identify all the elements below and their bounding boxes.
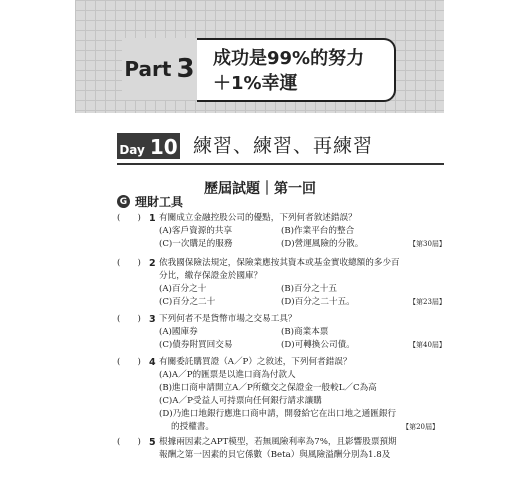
day-badge — [117, 133, 180, 159]
exam-source: 【第30屆】 — [409, 240, 446, 248]
option-c: (C)債券附買回交易 — [159, 340, 233, 350]
question-stem-line1: 根據兩因素之APT模型，若無風險利率為7%，且影響股票預期 — [159, 437, 397, 447]
answer-blank: ( ) — [117, 357, 141, 367]
exam-source: 【第20屆】 — [402, 423, 439, 431]
question-stem: 下列何者不是貨幣市場之交易工具？ — [159, 314, 297, 324]
option-a: (A)A／P的匯票是以進口商為付款人 — [159, 370, 296, 380]
option-d: (D)乃進口地銀行應進口商申請，開發給它在出口地之通匯銀行 — [159, 409, 397, 419]
part-number: 3 — [176, 54, 195, 84]
option-c: (C)一次購足的服務 — [159, 239, 233, 249]
day-title: 練習、練習、再練習 — [193, 135, 374, 157]
part-title — [197, 38, 396, 102]
option-a: (A)國庫券 — [159, 327, 198, 337]
question-stem: 有關成立金融控股公司的優點，下列何者敘述錯誤？ — [159, 213, 357, 223]
question-number: 3 — [149, 314, 156, 325]
answer-blank: ( ) — [117, 213, 141, 223]
option-b: (B)商業本票 — [281, 327, 329, 337]
question-number: 1 — [149, 213, 156, 224]
divider — [117, 163, 444, 165]
exam-source: 【第40屆】 — [409, 341, 446, 349]
answer-blank: ( ) — [117, 437, 141, 447]
option-b: (B)作業平台的整合 — [281, 226, 355, 236]
option-b: (B)進口商申請開立A／P所繳交之保證金一般較L／C為高 — [159, 383, 377, 393]
question-stem-line1: 依我國保險法規定，保險業應按其資本或基金實收總額的多少百 — [159, 258, 400, 268]
option-a: (A)百分之十 — [159, 284, 207, 294]
category-g-icon: G — [117, 195, 130, 208]
option-d-continued: 的授權書。 — [171, 422, 214, 432]
question-stem-line2: 報酬之第一因素的貝它係數（Beta）與風險溢酬分別為1.8及 — [159, 450, 391, 460]
option-b: (B)百分之十五 — [281, 284, 337, 294]
question-5 — [117, 436, 447, 462]
question-number: 5 — [149, 437, 156, 448]
question-4 — [117, 356, 447, 434]
section-title: 歷屆試題｜第一回 — [204, 181, 316, 197]
exam-source: 【第23屆】 — [409, 298, 446, 306]
question-3 — [117, 313, 447, 352]
category-heading — [117, 193, 183, 210]
part-title-line2: ＋1%幸運 — [213, 73, 298, 94]
part-title-line1: 成功是99%的努力 — [213, 48, 365, 69]
answer-blank: ( ) — [117, 314, 141, 324]
day-label: Day — [119, 143, 145, 157]
part-badge — [122, 38, 197, 100]
answer-blank: ( ) — [117, 258, 141, 268]
category-label: 理財工具 — [135, 195, 184, 209]
question-number: 2 — [149, 258, 156, 269]
option-d: (D)百分之二十五。 — [281, 297, 355, 307]
part-label: Part — [124, 57, 172, 81]
question-2 — [117, 257, 447, 309]
option-c: (C)A／P受益人可持票向任何銀行請求讓購 — [159, 396, 322, 406]
option-d: (D)可轉換公司債。 — [281, 340, 355, 350]
option-c: (C)百分之二十 — [159, 297, 216, 307]
day-number: 10 — [149, 135, 178, 159]
question-stem: 有關委託購買證（A／P）之敘述，下列何者錯誤？ — [159, 357, 352, 367]
question-1 — [117, 212, 447, 251]
option-d: (D)營運風險的分散。 — [281, 239, 364, 249]
question-stem-line2: 分比，繳存保證金於國庫？ — [159, 271, 263, 281]
question-number: 4 — [149, 357, 156, 368]
option-a: (A)客戶資源的共享 — [159, 226, 233, 236]
